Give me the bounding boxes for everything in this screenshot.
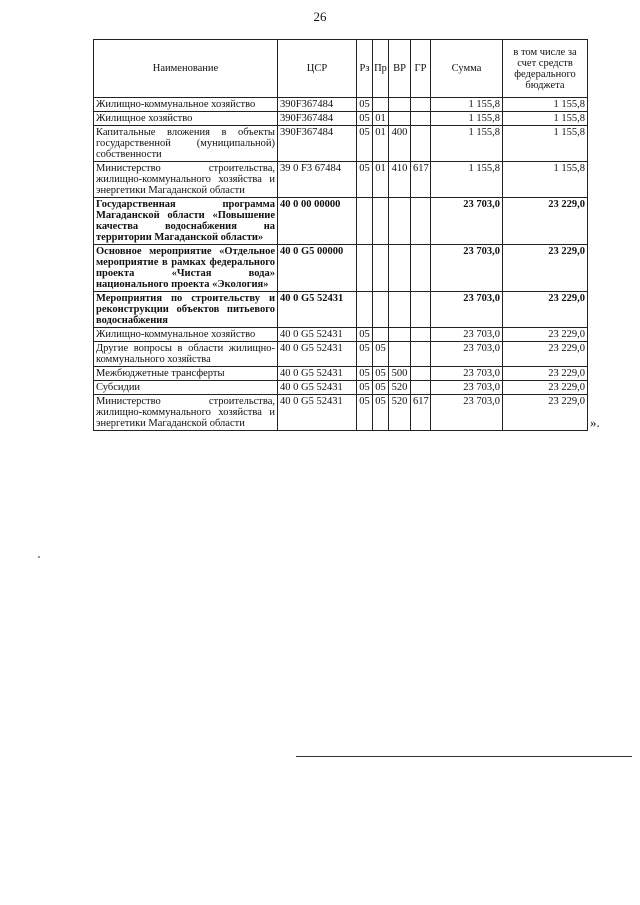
cell-gr: [411, 367, 431, 381]
cell-gr: [411, 342, 431, 367]
cell-name: Министерство строительства, жилищно-коммунального хозяйства и энергетики Магаданской области: [94, 395, 278, 431]
cell-pr: 01: [373, 162, 389, 198]
cell-rz: 05: [357, 395, 373, 431]
cell-name: Мероприятия по строительству и реконструкции объектов питьевого водоснабжения: [94, 292, 278, 328]
header-vr: ВР: [389, 40, 411, 98]
header-federal: в том числе за счет средств федерального бюджета: [503, 40, 588, 98]
cell-name: Жилищно-коммунальное хозяйство: [94, 98, 278, 112]
cell-gr: [411, 292, 431, 328]
bottom-rule: [296, 756, 632, 757]
cell-gr: [411, 126, 431, 162]
cell-vr: [389, 328, 411, 342]
cell-rz: [357, 198, 373, 245]
cell-vr: [389, 98, 411, 112]
cell-csr: 40 0 00 00000: [278, 198, 357, 245]
cell-pr: [373, 328, 389, 342]
cell-csr: 40 0 G5 52431: [278, 381, 357, 395]
cell-gr: [411, 98, 431, 112]
cell-rz: 05: [357, 381, 373, 395]
cell-federal: 23 229,0: [503, 367, 588, 381]
cell-gr: [411, 381, 431, 395]
table-header-row: [94, 40, 588, 98]
cell-name: Основное мероприятие «Отдельное мероприятие в рамках федерального проекта «Чистая вода» национального проекта «Экология»: [94, 245, 278, 292]
cell-sum: 23 703,0: [431, 328, 503, 342]
cell-federal: 23 229,0: [503, 245, 588, 292]
cell-sum: 23 703,0: [431, 381, 503, 395]
cell-vr: 410: [389, 162, 411, 198]
cell-csr: 40 0 G5 52431: [278, 395, 357, 431]
cell-rz: 05: [357, 328, 373, 342]
table-body: [94, 98, 588, 431]
cell-federal: 23 229,0: [503, 342, 588, 367]
cell-vr: [389, 112, 411, 126]
cell-rz: [357, 292, 373, 328]
table-row: [94, 328, 588, 342]
cell-vr: 520: [389, 395, 411, 431]
cell-vr: 500: [389, 367, 411, 381]
cell-federal: 1 155,8: [503, 126, 588, 162]
cell-federal: 23 229,0: [503, 292, 588, 328]
cell-sum: 23 703,0: [431, 367, 503, 381]
cell-csr: 40 0 G5 52431: [278, 292, 357, 328]
cell-sum: 1 155,8: [431, 162, 503, 198]
cell-sum: 1 155,8: [431, 112, 503, 126]
cell-sum: 1 155,8: [431, 126, 503, 162]
cell-pr: [373, 198, 389, 245]
cell-name: Другие вопросы в области жилищно-коммунального хозяйства: [94, 342, 278, 367]
cell-rz: 05: [357, 162, 373, 198]
cell-gr: [411, 112, 431, 126]
cell-sum: 23 703,0: [431, 395, 503, 431]
cell-pr: [373, 98, 389, 112]
header-gr: ГР: [411, 40, 431, 98]
header-name: Наименование: [94, 40, 278, 98]
cell-rz: 05: [357, 342, 373, 367]
cell-federal: 1 155,8: [503, 162, 588, 198]
cell-sum: 23 703,0: [431, 245, 503, 292]
cell-pr: [373, 292, 389, 328]
header-pr: Пр: [373, 40, 389, 98]
cell-rz: 05: [357, 112, 373, 126]
cell-vr: [389, 342, 411, 367]
cell-pr: 05: [373, 381, 389, 395]
table-row: [94, 162, 588, 198]
table-row: [94, 198, 588, 245]
cell-vr: [389, 245, 411, 292]
closing-mark: ».: [590, 414, 600, 430]
budget-table: [93, 39, 588, 431]
cell-csr: 390F367484: [278, 112, 357, 126]
cell-vr: 520: [389, 381, 411, 395]
cell-sum: 23 703,0: [431, 292, 503, 328]
cell-rz: 05: [357, 367, 373, 381]
table-row: [94, 98, 588, 112]
cell-federal: 1 155,8: [503, 112, 588, 126]
cell-gr: 617: [411, 395, 431, 431]
table-row: [94, 112, 588, 126]
cell-gr: [411, 328, 431, 342]
cell-name: Жилищно-коммунальное хозяйство: [94, 328, 278, 342]
cell-vr: [389, 198, 411, 245]
cell-federal: 23 229,0: [503, 395, 588, 431]
cell-name: Субсидии: [94, 381, 278, 395]
table-row: [94, 292, 588, 328]
table-row: [94, 245, 588, 292]
cell-csr: 40 0 G5 52431: [278, 342, 357, 367]
cell-csr: 39 0 F3 67484: [278, 162, 357, 198]
cell-name: Государственная программа Магаданской области «Повышение качества водоснабжения на территории Магаданской области»: [94, 198, 278, 245]
cell-pr: 05: [373, 342, 389, 367]
cell-sum: 23 703,0: [431, 342, 503, 367]
cell-federal: 23 229,0: [503, 198, 588, 245]
cell-vr: 400: [389, 126, 411, 162]
cell-rz: 05: [357, 98, 373, 112]
cell-gr: [411, 245, 431, 292]
table-row: [94, 395, 588, 431]
table-row: [94, 367, 588, 381]
header-rz: Рз: [357, 40, 373, 98]
cell-name: Капитальные вложения в объекты государственной (муниципальной) собственности: [94, 126, 278, 162]
cell-federal: 1 155,8: [503, 98, 588, 112]
page-number: 26: [313, 9, 327, 24]
cell-vr: [389, 292, 411, 328]
cell-csr: 40 0 G5 00000: [278, 245, 357, 292]
cell-pr: [373, 245, 389, 292]
table-row: [94, 126, 588, 162]
cell-name: Министерство строительства, жилищно-коммунального хозяйства и энергетики Магаданской области: [94, 162, 278, 198]
cell-pr: 05: [373, 367, 389, 381]
cell-csr: 40 0 G5 52431: [278, 367, 357, 381]
cell-name: Жилищное хозяйство: [94, 112, 278, 126]
cell-federal: 23 229,0: [503, 328, 588, 342]
cell-pr: 05: [373, 395, 389, 431]
cell-federal: 23 229,0: [503, 381, 588, 395]
cell-rz: [357, 245, 373, 292]
cell-name: Межбюджетные трансферты: [94, 367, 278, 381]
scan-speck: [38, 556, 40, 558]
table-row: [94, 381, 588, 395]
cell-gr: 617: [411, 162, 431, 198]
cell-pr: 01: [373, 112, 389, 126]
cell-pr: 01: [373, 126, 389, 162]
cell-csr: 390F367484: [278, 126, 357, 162]
cell-sum: 1 155,8: [431, 98, 503, 112]
cell-csr: 40 0 G5 52431: [278, 328, 357, 342]
header-sum: Сумма: [431, 40, 503, 98]
header-csr: ЦСР: [278, 40, 357, 98]
cell-rz: 05: [357, 126, 373, 162]
table-row: [94, 342, 588, 367]
cell-sum: 23 703,0: [431, 198, 503, 245]
cell-csr: 390F367484: [278, 98, 357, 112]
cell-gr: [411, 198, 431, 245]
